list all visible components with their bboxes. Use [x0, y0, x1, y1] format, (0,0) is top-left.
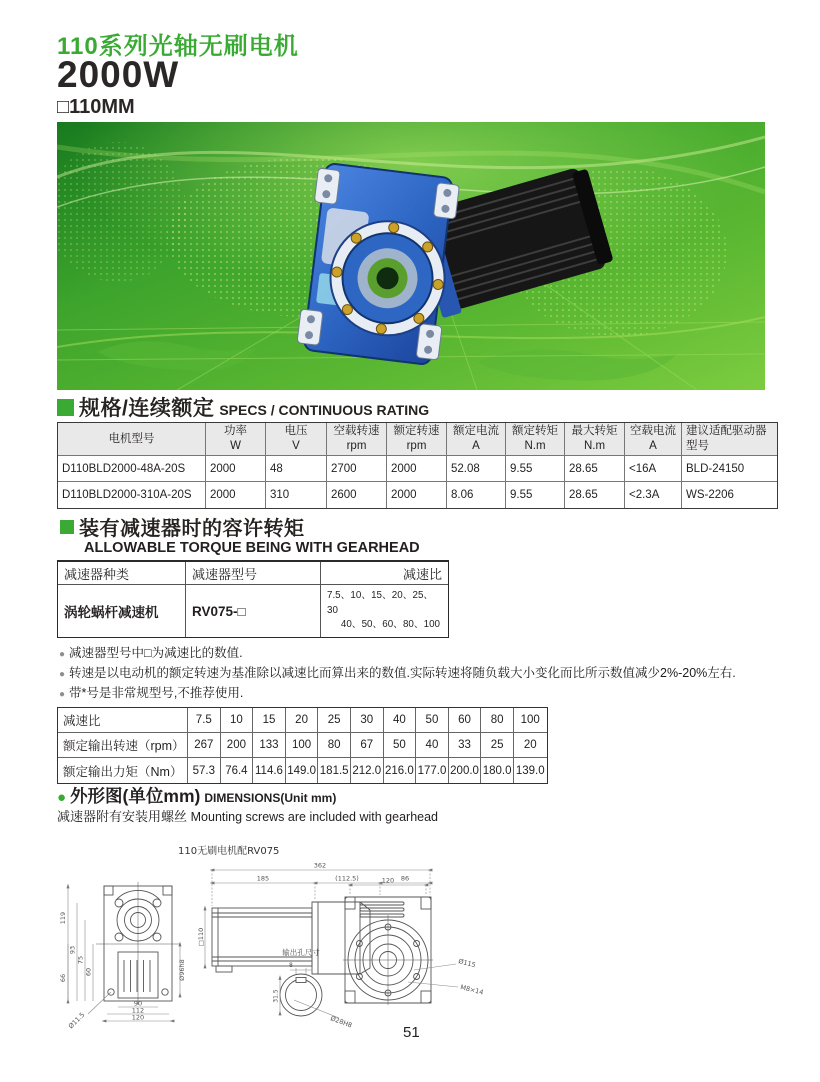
cell: 8.06 [447, 482, 506, 508]
ratio-table [57, 707, 548, 784]
dimensions-section-title [57, 783, 336, 808]
note-item: ● 转速是以电动机的额定转速为基准除以减速比而算出来的数值.实际转速将随负载大小变化而比所示数值减少2%-20%左右. [59, 666, 736, 680]
dim-label: (112.5) [335, 874, 359, 883]
dim-label: 112 [131, 1006, 145, 1015]
cell-gear-ratios: 7.5、10、15、20、25、30 40、50、60、80、100 [327, 589, 440, 631]
dim-label: 86 [400, 874, 410, 883]
cell: 20 [514, 733, 547, 758]
power-rating: 2000W [57, 54, 180, 95]
cell: 177.0 [416, 758, 449, 783]
bullet-icon: ● [59, 669, 66, 680]
cell: 33 [449, 733, 482, 758]
cell: 2000 [387, 456, 447, 482]
cell: 76.4 [221, 758, 254, 783]
col-header: 空载电流 A [625, 423, 682, 456]
bullet-icon: ● [59, 649, 66, 660]
dim-label: 75 [76, 955, 85, 965]
cell-gear-type: 涡轮蜗杆减速机 [58, 585, 186, 637]
cell: 15 [253, 708, 286, 733]
col-header: 最大转矩 N.m [565, 423, 625, 456]
gearhead-title-zh: 装有减速器时的容许转矩 [79, 518, 305, 540]
col-header: 额定转矩 N.m [506, 423, 565, 456]
col-header: 建议适配驱动器型号 [682, 423, 777, 456]
cell: 2700 [327, 456, 387, 482]
col-header: 电机型号 [58, 423, 206, 456]
page-number: 51 [403, 1024, 420, 1041]
dim-label: Ø28H8 [329, 1014, 354, 1030]
dim-label: Ø11.5 [66, 1010, 87, 1031]
dim-label: 119 [59, 911, 67, 925]
cell: 67 [351, 733, 384, 758]
green-square-icon [60, 520, 74, 534]
dim-label: 66 [59, 973, 67, 983]
hero-banner [57, 122, 765, 390]
cell: 200.0 [449, 758, 482, 783]
row-header: 减速比 [58, 708, 188, 733]
gearhead-section-title [60, 512, 305, 541]
dim-label: 185 [256, 874, 270, 883]
cell: 100 [286, 733, 319, 758]
cell: 139.0 [515, 764, 545, 777]
specs-section-title [57, 392, 429, 422]
cell: 28.65 [565, 456, 625, 482]
cell: 60 [449, 708, 482, 733]
dim-label: 120 [381, 876, 395, 885]
cell: 2000 [206, 482, 266, 508]
dim-label: Ø96h8 [178, 959, 186, 981]
cell: BLD-24150 [682, 456, 777, 482]
dim-label: □110 [197, 927, 205, 947]
cell: 25 [481, 733, 514, 758]
cell: 25 [318, 708, 351, 733]
cell: 50 [384, 733, 417, 758]
cell: 310 [266, 482, 327, 508]
col-header: 减速比 [321, 562, 448, 585]
dim-label: 60 [84, 967, 93, 977]
dimensions-title-zh: 外形图(单位mm) [70, 786, 201, 806]
cell: 180.0 [481, 758, 514, 783]
notes-list [59, 644, 736, 704]
cell: 114.6 [253, 758, 286, 783]
cell-model: D110BLD2000-48A-20S [58, 456, 206, 482]
dim-label: 31.5 [272, 989, 280, 1003]
note-item: ● 带*号是非常规型号,不推荐使用. [59, 686, 244, 700]
cell: 80 [318, 733, 351, 758]
col-header: 减速器型号 [186, 562, 321, 585]
row-header: 额定输出力矩（Nm） [58, 758, 188, 783]
dim-label: 93 [68, 945, 77, 955]
cell-model: D110BLD2000-310A-20S [58, 482, 206, 508]
cell: 200 [221, 733, 254, 758]
cell: 133 [253, 733, 286, 758]
cell: 40 [384, 708, 417, 733]
drawing-svg [58, 840, 528, 1032]
dimension-drawing [58, 840, 528, 1032]
dimensions-note: 减速器附有安装用螺丝 Mounting screws are included with gearhead [57, 809, 439, 824]
detail-title: 输出孔尺寸 [282, 948, 320, 957]
cell: 100 [514, 708, 547, 733]
cell: 30 [351, 708, 384, 733]
cell: 267 [188, 733, 221, 758]
cell: 2600 [327, 482, 387, 508]
specs-table [57, 422, 778, 509]
green-square-icon [57, 399, 74, 416]
dim-label: 8 [289, 962, 293, 969]
bullet-icon: ● [59, 689, 66, 700]
col-header: 额定转速 rpm [387, 423, 447, 456]
cell: 149.0 [286, 758, 319, 783]
cell: 52.08 [447, 456, 506, 482]
cell: 50 [416, 708, 449, 733]
banner-art [57, 122, 765, 390]
frame-size: □110MM [57, 96, 135, 118]
col-header: 减速器种类 [58, 562, 186, 585]
cell: 57.3 [188, 758, 221, 783]
note-item: ● 减速器型号中□为减速比的数值. [59, 646, 243, 660]
dim-label: M8×14 [459, 983, 485, 997]
col-header: 空载转速 rpm [327, 423, 387, 456]
cell: 2000 [206, 456, 266, 482]
bullet-icon: ● [57, 789, 67, 806]
cell: 20 [286, 708, 319, 733]
cell: 212.0 [351, 758, 384, 783]
dim-label: Ø115 [457, 957, 477, 970]
drawing-title: 110无刷电机配RV075 [178, 846, 280, 857]
cell: 7.5 [188, 708, 221, 733]
cell: 40 [416, 733, 449, 758]
cell: 2000 [387, 482, 447, 508]
series-title: 110系列光轴无刷电机 [57, 33, 299, 60]
row-header: 额定输出转速（rpm） [58, 733, 188, 758]
col-header: 功率 W [206, 423, 266, 456]
cell: 28.65 [565, 482, 625, 508]
dimensions-title-en: DIMENSIONS(Unit mm) [204, 791, 337, 805]
specs-title-en: SPECS / CONTINUOUS RATING [219, 402, 430, 418]
cell: 10 [221, 708, 254, 733]
cell: <16A [625, 456, 682, 482]
cell-gear-model: RV075-□ [186, 585, 321, 637]
cell: <2.3A [625, 482, 682, 508]
specs-title-zh: 规格/连续额定 [79, 397, 215, 420]
gearhead-title-en: ALLOWABLE TORQUE BEING WITH GEARHEAD [84, 540, 420, 556]
col-header: 额定电流 A [447, 423, 506, 456]
cell: 181.5 [318, 758, 351, 783]
dim-label: 120 [131, 1013, 145, 1022]
cell: 9.55 [506, 482, 565, 508]
cell: WS-2206 [686, 489, 734, 501]
cell: 48 [266, 456, 327, 482]
dim-label: 90 [133, 999, 143, 1008]
cell: 80 [481, 708, 514, 733]
gearhead-table [57, 560, 449, 638]
col-header: 电压 V [266, 423, 327, 456]
cell: 216.0 [384, 758, 417, 783]
cell: 9.55 [506, 456, 565, 482]
dim-label: 362 [313, 861, 327, 870]
